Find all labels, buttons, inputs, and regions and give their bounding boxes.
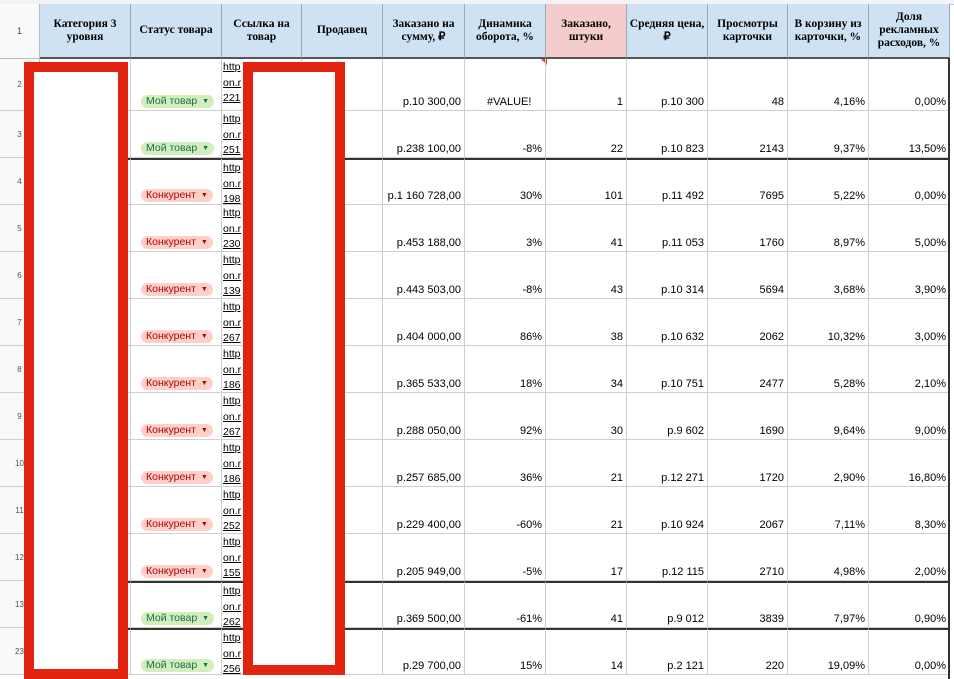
header-row [0, 4, 954, 59]
ordered-sum-cell[interactable]: р.288 050,00 [383, 393, 465, 440]
card-views-cell[interactable]: 2143 [708, 111, 788, 158]
ordered-qty-cell[interactable]: 38 [546, 299, 627, 346]
product-link[interactable]: http on.r 252 [222, 487, 302, 534]
avg-price-cell[interactable]: р.10 300 [627, 59, 708, 111]
add-to-cart-cell[interactable]: 3,68% [788, 252, 869, 299]
status-label: Конкурент [146, 565, 196, 577]
ordered-sum-cell[interactable]: р.29 700,00 [383, 628, 465, 675]
add-to-cart-cell[interactable]: 4,16% [788, 59, 869, 111]
status-dropdown-chip[interactable] [141, 659, 214, 672]
ordered-qty-cell[interactable]: 101 [546, 158, 627, 205]
dropdown-caret-icon: ▼ [202, 615, 210, 622]
turnover-dynamics-cell[interactable]: 36% [465, 440, 546, 487]
header-status[interactable]: Статус товара [131, 4, 222, 59]
product-link[interactable]: http on.r 267 [222, 299, 302, 346]
row-number[interactable]: 12 [0, 534, 40, 581]
redaction-box [243, 62, 345, 675]
avg-price-cell[interactable]: р.11 053 [627, 205, 708, 252]
turnover-dynamics-cell[interactable]: 86% [465, 299, 546, 346]
product-link[interactable]: http on.r 267 [222, 393, 302, 440]
header-category[interactable]: Категория 3 уровня [40, 4, 131, 59]
ordered-qty-cell[interactable]: 21 [546, 487, 627, 534]
table-row [0, 534, 954, 581]
status-label: Мой товар [146, 142, 198, 154]
product-link[interactable]: http on.r 186 [222, 346, 302, 393]
status-label: Конкурент [146, 518, 196, 530]
status-label: Конкурент [146, 471, 196, 483]
avg-price-cell[interactable]: р.10 924 [627, 487, 708, 534]
status-label: Конкурент [146, 236, 196, 248]
table-row [0, 393, 954, 440]
dropdown-caret-icon: ▼ [202, 662, 210, 669]
product-link[interactable]: http on.r 262 [222, 581, 302, 628]
dropdown-caret-icon: ▼ [202, 145, 210, 152]
turnover-dynamics-cell[interactable]: 30% [465, 158, 546, 205]
header-ads[interactable]: Доля рекламных расходов, % [869, 4, 950, 59]
ordered-sum-cell[interactable]: р.229 400,00 [383, 487, 465, 534]
add-to-cart-cell[interactable]: 5,28% [788, 346, 869, 393]
status-dropdown-chip[interactable] [141, 471, 213, 484]
ordered-qty-cell[interactable]: 34 [546, 346, 627, 393]
status-cell[interactable] [131, 59, 222, 111]
status-cell[interactable] [131, 581, 222, 628]
row-number[interactable]: 7 [0, 299, 40, 346]
ad-share-cell[interactable]: 0,00% [869, 59, 950, 111]
row-number[interactable]: 11 [0, 487, 40, 534]
status-label: Конкурент [146, 377, 196, 389]
table-row [0, 487, 954, 534]
avg-price-cell[interactable]: р.9 602 [627, 393, 708, 440]
add-to-cart-cell[interactable]: 4,98% [788, 534, 869, 581]
card-views-cell[interactable]: 2062 [708, 299, 788, 346]
status-dropdown-chip[interactable] [141, 377, 213, 390]
row-number[interactable]: 4 [0, 158, 40, 205]
status-cell[interactable] [131, 252, 222, 299]
turnover-dynamics-cell[interactable]: #VALUE! [465, 59, 546, 111]
dropdown-caret-icon: ▼ [200, 192, 208, 199]
status-cell[interactable] [131, 111, 222, 158]
product-link[interactable]: http on.r 139 [222, 252, 302, 299]
ad-share-cell[interactable]: 2,10% [869, 346, 950, 393]
table-row [0, 440, 954, 487]
status-cell[interactable] [131, 299, 222, 346]
ordered-sum-cell[interactable]: р.365 533,00 [383, 346, 465, 393]
status-label: Конкурент [146, 189, 196, 201]
card-views-cell[interactable]: 2477 [708, 346, 788, 393]
header-link[interactable]: Ссылка на товар [222, 4, 302, 59]
turnover-dynamics-cell[interactable]: -5% [465, 534, 546, 581]
status-cell[interactable] [131, 346, 222, 393]
dropdown-caret-icon: ▼ [200, 286, 208, 293]
add-to-cart-cell[interactable]: 10,32% [788, 299, 869, 346]
status-label: Конкурент [146, 330, 196, 342]
ad-share-cell[interactable]: 8,30% [869, 487, 950, 534]
avg-price-cell[interactable]: р.11 492 [627, 158, 708, 205]
ordered-sum-cell[interactable]: р.10 300,00 [383, 59, 465, 111]
row-number[interactable]: 3 [0, 111, 40, 158]
dropdown-caret-icon: ▼ [202, 98, 210, 105]
card-views-cell[interactable]: 1720 [708, 440, 788, 487]
avg-price-cell[interactable]: р.9 012 [627, 581, 708, 628]
product-link[interactable]: http on.r 251 [222, 111, 302, 158]
add-to-cart-cell[interactable]: 2,90% [788, 440, 869, 487]
ad-share-cell[interactable]: 0,00% [869, 158, 950, 205]
ordered-sum-cell[interactable]: р.205 949,00 [383, 534, 465, 581]
status-dropdown-chip[interactable] [141, 189, 213, 202]
status-dropdown-chip[interactable] [141, 424, 213, 437]
avg-price-cell[interactable]: р.12 271 [627, 440, 708, 487]
product-link[interactable]: http on.r 186 [222, 440, 302, 487]
turnover-dynamics-cell[interactable]: 18% [465, 346, 546, 393]
turnover-dynamics-cell[interactable]: 15% [465, 628, 546, 675]
dropdown-caret-icon: ▼ [200, 239, 208, 246]
card-views-cell[interactable]: 1690 [708, 393, 788, 440]
avg-price-cell[interactable]: р.10 314 [627, 252, 708, 299]
redaction-box [24, 62, 128, 679]
status-cell[interactable] [131, 534, 222, 581]
header-seller[interactable]: Продавец [302, 4, 383, 59]
avg-price-cell[interactable]: р.10 632 [627, 299, 708, 346]
status-dropdown-chip[interactable] [141, 283, 213, 296]
status-label: Конкурент [146, 283, 196, 295]
ordered-qty-cell[interactable]: 43 [546, 252, 627, 299]
turnover-dynamics-cell[interactable]: -60% [465, 487, 546, 534]
table-row [0, 346, 954, 393]
header-dynamics[interactable]: Динамика оборота, % [465, 4, 546, 59]
turnover-dynamics-cell[interactable]: 92% [465, 393, 546, 440]
turnover-dynamics-cell[interactable]: -8% [465, 252, 546, 299]
ad-share-cell[interactable]: 3,00% [869, 299, 950, 346]
card-views-cell[interactable]: 2067 [708, 487, 788, 534]
add-to-cart-cell[interactable]: 9,37% [788, 111, 869, 158]
ordered-qty-cell[interactable]: 41 [546, 205, 627, 252]
dropdown-caret-icon: ▼ [200, 568, 208, 575]
ordered-sum-cell[interactable]: р.257 685,00 [383, 440, 465, 487]
table-row [0, 158, 954, 205]
status-label: Конкурент [146, 424, 196, 436]
row-number[interactable]: 2 [0, 59, 40, 111]
card-views-cell[interactable]: 3839 [708, 581, 788, 628]
table-row [0, 111, 954, 158]
row-number[interactable]: 13 [0, 581, 40, 628]
ad-share-cell[interactable]: 13,50% [869, 111, 950, 158]
header-cart[interactable]: В корзину из карточки, % [788, 4, 869, 59]
card-views-cell[interactable]: 1760 [708, 205, 788, 252]
status-label: Мой товар [146, 659, 198, 671]
add-to-cart-cell[interactable]: 9,64% [788, 393, 869, 440]
turnover-dynamics-cell[interactable]: 3% [465, 205, 546, 252]
ad-share-cell[interactable]: 5,00% [869, 205, 950, 252]
card-views-cell[interactable]: 7695 [708, 158, 788, 205]
status-cell[interactable] [131, 440, 222, 487]
row-number[interactable]: 10 [0, 440, 40, 487]
row-number[interactable]: 8 [0, 346, 40, 393]
status-cell[interactable] [131, 487, 222, 534]
ordered-sum-cell[interactable]: р.238 100,00 [383, 111, 465, 158]
dropdown-caret-icon: ▼ [200, 521, 208, 528]
table-row [0, 581, 954, 628]
row-number[interactable]: 5 [0, 205, 40, 252]
row-number[interactable]: 1 [0, 4, 40, 59]
add-to-cart-cell[interactable]: 5,22% [788, 158, 869, 205]
status-dropdown-chip[interactable] [141, 330, 213, 343]
header-avg-price[interactable]: Средняя цена, ₽ [627, 4, 708, 59]
ordered-sum-cell[interactable]: р.443 503,00 [383, 252, 465, 299]
ordered-sum-cell[interactable]: р.404 000,00 [383, 299, 465, 346]
ordered-qty-cell[interactable]: 41 [546, 581, 627, 628]
ad-share-cell[interactable]: 0,90% [869, 581, 950, 628]
ordered-sum-cell[interactable]: р.369 500,00 [383, 581, 465, 628]
status-dropdown-chip[interactable] [141, 565, 213, 578]
ordered-qty-cell[interactable]: 1 [546, 59, 627, 111]
dropdown-caret-icon: ▼ [200, 333, 208, 340]
product-link[interactable]: http on.r 230 [222, 205, 302, 252]
ordered-qty-cell[interactable]: 17 [546, 534, 627, 581]
status-cell[interactable] [131, 205, 222, 252]
card-views-cell[interactable]: 220 [708, 628, 788, 675]
table-row [0, 628, 954, 675]
ordered-sum-cell[interactable]: р.453 188,00 [383, 205, 465, 252]
dropdown-caret-icon: ▼ [200, 380, 208, 387]
card-views-cell[interactable]: 5694 [708, 252, 788, 299]
add-to-cart-cell[interactable]: 7,97% [788, 581, 869, 628]
header-sum[interactable]: Заказано на сумму, ₽ [383, 4, 465, 59]
table-row [0, 205, 954, 252]
row-number[interactable]: 9 [0, 393, 40, 440]
card-views-cell[interactable]: 48 [708, 59, 788, 111]
dropdown-caret-icon: ▼ [200, 427, 208, 434]
ordered-qty-cell[interactable]: 14 [546, 628, 627, 675]
ad-share-cell[interactable]: 2,00% [869, 534, 950, 581]
ordered-qty-cell[interactable]: 21 [546, 440, 627, 487]
add-to-cart-cell[interactable]: 7,11% [788, 487, 869, 534]
status-cell[interactable] [131, 158, 222, 205]
ad-share-cell[interactable]: 3,90% [869, 252, 950, 299]
status-label: Мой товар [146, 612, 198, 624]
avg-price-cell[interactable]: р.10 823 [627, 111, 708, 158]
ad-share-cell[interactable]: 9,00% [869, 393, 950, 440]
header-qty[interactable]: Заказано, штуки [546, 4, 627, 59]
product-link[interactable]: http on.r 155 [222, 534, 302, 581]
ad-share-cell[interactable]: 0,00% [869, 628, 950, 675]
ordered-qty-cell[interactable]: 22 [546, 111, 627, 158]
status-label: Мой товар [146, 95, 198, 107]
table-row [0, 59, 954, 111]
ordered-sum-cell[interactable]: р.1 160 728,00 [383, 158, 465, 205]
add-to-cart-cell[interactable]: 8,97% [788, 205, 869, 252]
turnover-dynamics-cell[interactable]: -8% [465, 111, 546, 158]
product-link[interactable]: http on.r 221 [222, 59, 302, 111]
status-cell[interactable] [131, 628, 222, 675]
status-dropdown-chip[interactable] [141, 236, 213, 249]
header-views[interactable]: Просмотры карточки [708, 4, 788, 59]
status-cell[interactable] [131, 393, 222, 440]
turnover-dynamics-cell[interactable]: -61% [465, 581, 546, 628]
dropdown-caret-icon: ▼ [200, 474, 208, 481]
avg-price-cell[interactable]: р.12 115 [627, 534, 708, 581]
ad-share-cell[interactable]: 16,80% [869, 440, 950, 487]
status-dropdown-chip[interactable] [141, 518, 213, 531]
status-dropdown-chip[interactable] [141, 142, 214, 155]
row-number[interactable]: 6 [0, 252, 40, 299]
add-to-cart-cell[interactable]: 19,09% [788, 628, 869, 675]
card-views-cell[interactable]: 2710 [708, 534, 788, 581]
product-link[interactable]: http on.r 198 [222, 158, 302, 205]
status-dropdown-chip[interactable] [141, 612, 214, 625]
status-dropdown-chip[interactable] [141, 95, 214, 108]
row-number[interactable]: 23 [0, 628, 40, 675]
avg-price-cell[interactable]: р.10 751 [627, 346, 708, 393]
table-row [0, 252, 954, 299]
table-row [0, 299, 954, 346]
avg-price-cell[interactable]: р.2 121 [627, 628, 708, 675]
ordered-qty-cell[interactable]: 30 [546, 393, 627, 440]
right-border [948, 58, 950, 679]
product-link[interactable]: http on.r 256 [222, 628, 302, 675]
